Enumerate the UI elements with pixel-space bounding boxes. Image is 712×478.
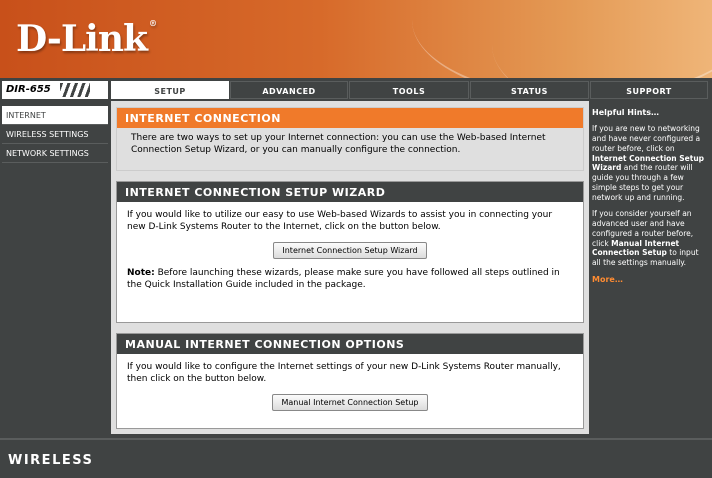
- section-title: MANUAL INTERNET CONNECTION OPTIONS: [117, 334, 583, 354]
- tab-support[interactable]: SUPPORT: [590, 81, 708, 99]
- content-area: [111, 101, 589, 434]
- tab-tools[interactable]: TOOLS: [349, 81, 469, 99]
- wireless-footer-logo: WIRELESS: [8, 453, 94, 468]
- model-label: DIR-655: [2, 81, 108, 99]
- note-text: Before launching these wizards, please make sure you have followed all steps outlined in the Quick Installation Guide included in the package.: [127, 268, 560, 290]
- tab-advanced[interactable]: ADVANCED: [230, 81, 348, 99]
- manual-description: If you would like to configure the Internet settings of your new D-Link Systems Router manually, then click on the button below.: [127, 362, 561, 384]
- hint-paragraph-1: If you are new to networking and have never configured a router before, click on Internet Connection Setup Wizard and the router will guide you through a few simple steps to get your network up and running.: [592, 124, 705, 202]
- section-setup-wizard: [116, 181, 584, 323]
- section-title: INTERNET CONNECTION SETUP WIZARD: [117, 182, 583, 202]
- model-stripes: [60, 83, 90, 97]
- note-label: Note:: [127, 268, 155, 279]
- leftnav-wireless-settings[interactable]: WIRELESS SETTINGS: [2, 125, 108, 144]
- hint-paragraph-2: If you consider yourself an advanced user and have configured a router before, click Manual Internet Connection Setup to input all the settings manually.: [592, 209, 699, 268]
- section-internet-connection: [116, 107, 584, 171]
- section-text: There are two ways to set up your Internet connection: you can use the Web-based Internet Connection Setup Wizard, or you can manually configure the connection.: [131, 133, 546, 155]
- wizard-note: [127, 268, 573, 291]
- setup-wizard-button[interactable]: Internet Connection Setup Wizard: [273, 242, 426, 259]
- hints-title: Helpful Hints…: [592, 108, 660, 117]
- section-title: INTERNET CONNECTION: [117, 108, 583, 128]
- tab-setup[interactable]: SETUP: [111, 81, 229, 99]
- section-manual-options: [116, 333, 584, 429]
- header-swoosh-2: [492, 0, 712, 78]
- more-link[interactable]: More…: [592, 274, 623, 284]
- tab-status[interactable]: STATUS: [470, 81, 589, 99]
- wizard-description: If you would like to utilize our easy to use Web-based Wizards to assist you in connecting your new D-Link Systems Router to the Internet, click on the button below.: [127, 210, 553, 232]
- footer-bar: [0, 440, 712, 478]
- left-nav: [2, 106, 108, 163]
- dlink-logo: D-Link ®: [16, 18, 156, 60]
- helpful-hints-panel: [590, 101, 708, 285]
- leftnav-network-settings[interactable]: NETWORK SETTINGS: [2, 144, 108, 163]
- header-banner: [0, 0, 712, 78]
- leftnav-internet[interactable]: INTERNET: [2, 106, 108, 125]
- manual-setup-button[interactable]: Manual Internet Connection Setup: [272, 394, 427, 411]
